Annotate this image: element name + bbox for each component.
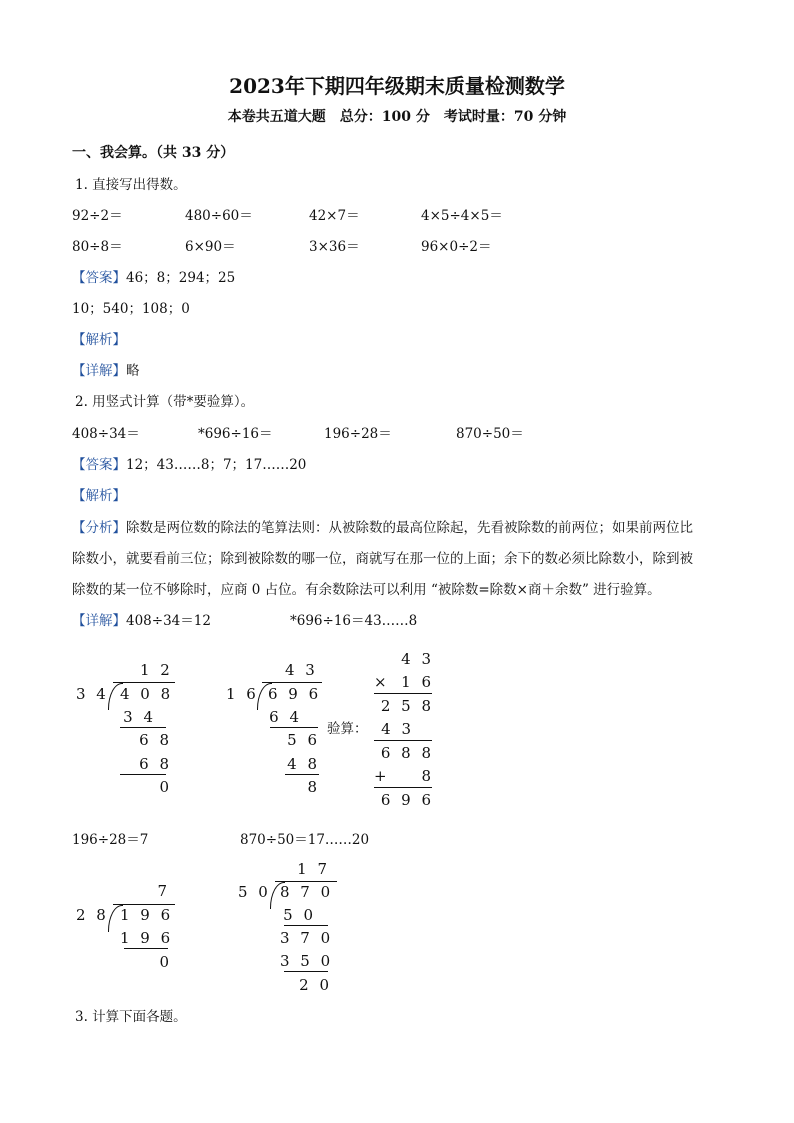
q2-item: 408÷34＝ [72, 426, 140, 442]
exam-info: 本卷共五道大题 总分：100 分 考试时量：70 分钟 [227, 109, 567, 125]
answer-line [72, 266, 235, 286]
q1-item: 3×36＝ [309, 239, 360, 255]
analysis-tag: 【解析】 [72, 332, 126, 348]
detail-tag: 【详解】 [72, 363, 126, 379]
q1-item: 480÷60＝ [185, 208, 253, 224]
ld-remainder: 0 [159, 778, 172, 796]
detail-tag: 【详解】 [72, 613, 126, 629]
answer-line [72, 453, 306, 473]
question-2-prompt: 2. 用竖式计算（带*要验算）。 [75, 394, 255, 410]
ld-quotient: 4 3 [285, 661, 318, 679]
ld-rule [284, 925, 328, 926]
q1-item: 42×7＝ [309, 208, 360, 224]
ld-step: 5 6 [287, 731, 320, 749]
mult-multiplicand: 4 3 [401, 650, 434, 668]
mult-partial: 4 3 [381, 720, 414, 738]
ld-dividend: 8 7 0 [280, 883, 334, 901]
answer-tag: 【答案】 [72, 270, 126, 286]
ld-dividend: 4 0 8 [120, 685, 174, 703]
q1-item: 6×90＝ [185, 239, 236, 255]
detail-text: 略 [126, 363, 140, 379]
ld-quotient: 7 [157, 882, 170, 900]
ld-step: 3 4 [123, 708, 156, 726]
detail-equation: 870÷50＝17……20 [240, 832, 370, 848]
ld-rule [120, 774, 166, 775]
ld-step: 3 7 0 [280, 929, 334, 947]
detail-equation: *696÷16＝43……8 [290, 613, 418, 629]
ld-remainder: 8 [307, 778, 320, 796]
q1-item: 4×5÷4×5＝ [421, 208, 503, 224]
ld-divisor: 1 6 [226, 685, 259, 703]
mult-product: 6 8 8 [380, 744, 434, 762]
ld-step: 5 0 [283, 906, 316, 924]
ld-divisor: 5 0 [238, 883, 271, 901]
section-heading: 一、我会算。（共 33 分） [72, 145, 235, 161]
ld-rule [120, 727, 166, 728]
q1-item: 96×0÷2＝ [421, 239, 492, 255]
analysis-text: 除数小，就要看前三位；除到被除数的哪一位，商就写在那一位的上面；余下的数必须比除数小，除到被 [72, 551, 693, 567]
analysis-text: 除数是两位数的除法的笔算法则：从被除数的最高位除起，先看被除数的前两位；如果前两位比 [126, 520, 693, 536]
answer-text: 46；8；294；25 [126, 270, 236, 286]
detail-line [72, 359, 140, 379]
question-1-prompt: 1. 直接写出得数。 [75, 177, 187, 193]
mult-rule [374, 787, 432, 788]
analysis-text: 除数的某一位不够除时，应商 0 占位。有余数除法可以利用 “被除数=除数×商＋余数” 进行验算。 [72, 582, 661, 598]
detail-line [72, 609, 211, 629]
plus-sign: + [374, 767, 387, 785]
ld-remainder: 2 0 [299, 976, 332, 994]
question-3-prompt: 3. 计算下面各题。 [75, 1009, 187, 1025]
check-result: 6 9 6 [380, 791, 434, 809]
ld-remainder: 0 [159, 953, 172, 971]
check-label: 验算： [327, 721, 368, 737]
q2-item: *696÷16＝ [198, 426, 273, 442]
multiply-sign: × [374, 673, 387, 691]
answer-tag: 【答案】 [72, 457, 126, 473]
ld-dividend: 1 9 6 [120, 906, 174, 924]
detail-equation: 408÷34＝12 [126, 613, 211, 629]
ld-step: 6 8 [139, 731, 172, 749]
ld-rule [124, 948, 168, 949]
answer-text: 12；43……8；7；17……20 [126, 457, 307, 473]
analysis-line [72, 516, 693, 536]
ld-divisor: 2 8 [76, 906, 109, 924]
mult-multiplier: 1 6 [401, 673, 434, 691]
mult-partial: 2 5 8 [380, 697, 434, 715]
fenxi-tag: 【分析】 [72, 520, 126, 536]
ld-quotient: 1 7 [297, 860, 330, 878]
q1-item: 80÷8＝ [72, 239, 123, 255]
q2-item: 870÷50＝ [456, 426, 524, 442]
mult-rule [374, 740, 432, 741]
ld-rule [270, 727, 318, 728]
ld-step: 3 5 0 [280, 952, 334, 970]
page-title: 2023年下期四年级期末质量检测数学 [229, 74, 565, 98]
ld-rule [284, 971, 328, 972]
ld-dividend: 6 9 6 [268, 685, 322, 703]
detail-equation: 196÷28＝7 [72, 832, 149, 848]
answer-text: 10；540；108；0 [72, 301, 190, 317]
ld-quotient: 1 2 [140, 661, 173, 679]
mult-rule [374, 693, 432, 694]
analysis-tag: 【解析】 [72, 488, 126, 504]
q2-item: 196÷28＝ [324, 426, 392, 442]
ld-rule [285, 774, 319, 775]
check-remainder: 8 [421, 767, 434, 785]
ld-step: 1 9 6 [120, 929, 174, 947]
ld-step: 4 8 [287, 755, 320, 773]
ld-step: 6 4 [269, 708, 302, 726]
ld-divisor: 3 4 [76, 685, 109, 703]
q1-item: 92÷2＝ [72, 208, 123, 224]
ld-step: 6 8 [139, 755, 172, 773]
